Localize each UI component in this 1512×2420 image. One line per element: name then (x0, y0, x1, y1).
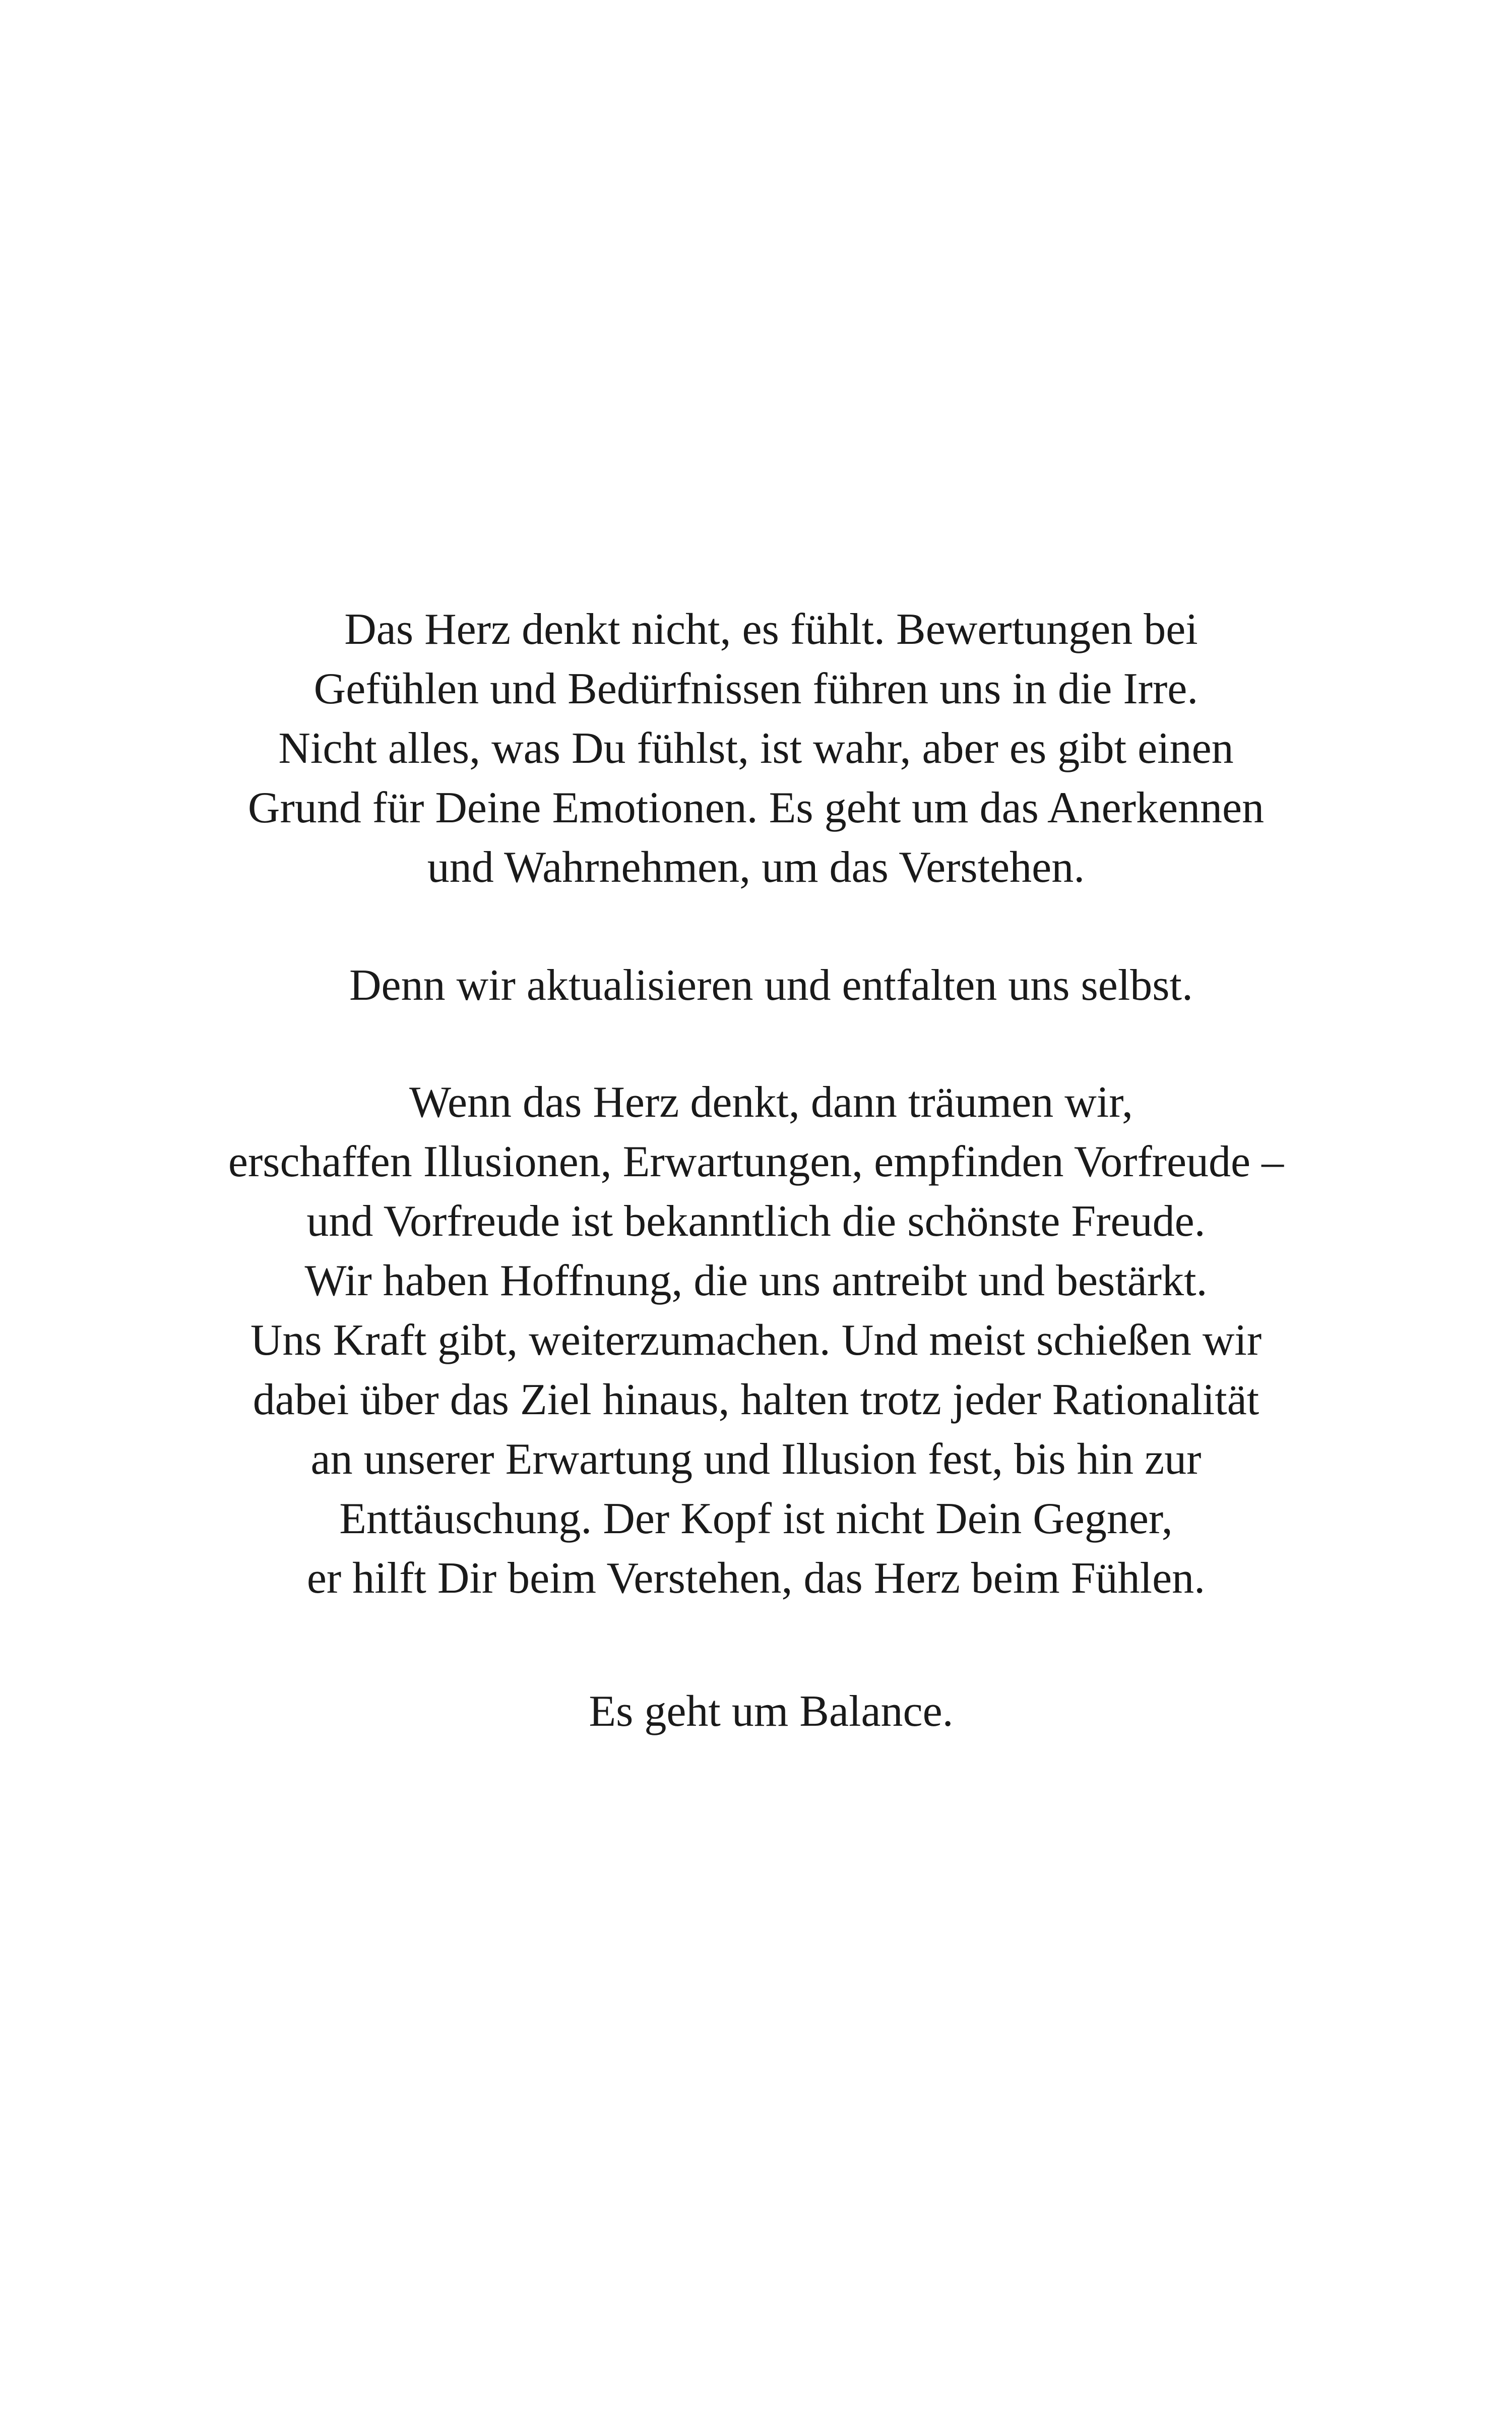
paragraph-4 (0, 1682, 1512, 1741)
text-line: Wenn das Herz denkt, dann träumen wir, (409, 1078, 1133, 1127)
paragraph-1 (0, 600, 1512, 897)
text-line: erschaffen Illusionen, Erwartungen, empfinden Vorfreude – (228, 1137, 1284, 1186)
text-line: dabei über das Ziel hinaus, halten trotz jeder Rationalität (253, 1375, 1259, 1424)
text-line: Denn wir aktualisieren und entfalten uns selbst. (349, 961, 1193, 1010)
text-line: Es geht um Balance. (589, 1687, 954, 1736)
text-line: Das Herz denkt nicht, es fühlt. Bewertungen bei (344, 605, 1198, 654)
text-line: Wir haben Hoffnung, die uns antreibt und bestärkt. (304, 1256, 1208, 1305)
text-line: er hilft Dir beim Verstehen, das Herz beim Fühlen. (306, 1554, 1206, 1603)
text-line: Nicht alles, was Du fühlst, ist wahr, aber es gibt einen (278, 724, 1234, 773)
paragraph-3 (0, 1073, 1512, 1608)
text-line: Enttäuschung. Der Kopf ist nicht Dein Gegner, (339, 1494, 1173, 1543)
text-line: Gefühlen und Bedürfnissen führen uns in die Irre. (313, 664, 1199, 713)
text-line: und Vorfreude ist bekanntlich die schönste Freude. (306, 1197, 1206, 1246)
paragraph-2 (0, 956, 1512, 1015)
text-line: an unserer Erwartung und Illusion fest, bis hin zur (310, 1435, 1202, 1484)
text-line: und Wahrnehmen, um das Verstehen. (427, 843, 1085, 892)
text-line: Uns Kraft gibt, weiterzumachen. Und meist schießen wir (250, 1316, 1262, 1365)
text-line: Grund für Deine Emotionen. Es geht um das Anerkennen (247, 783, 1265, 832)
